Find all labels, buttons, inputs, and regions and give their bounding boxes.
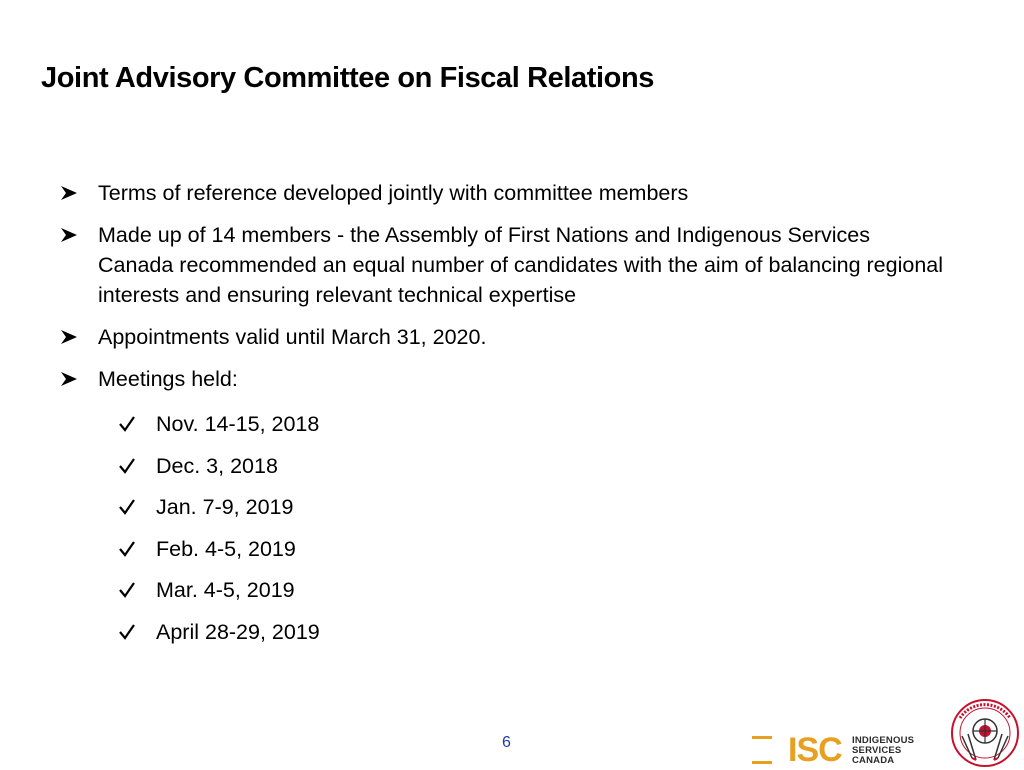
bullet-text: Terms of reference developed jointly with committee members [98, 181, 689, 205]
bullet-item [60, 220, 960, 310]
slide-title: Joint Advisory Committee on Fiscal Relations [41, 62, 655, 94]
arrow-bullet-icon [60, 371, 78, 387]
meeting-item [118, 409, 320, 439]
isc-bars-icon [752, 734, 774, 766]
meeting-date: Mar. 4-5, 2019 [156, 578, 295, 602]
bullet-list [60, 178, 960, 406]
checkmark-icon [118, 581, 136, 598]
arrow-bullet-icon [60, 227, 78, 243]
isc-wordmark [852, 736, 914, 766]
bullet-item [60, 178, 960, 208]
isc-logo [752, 731, 922, 769]
checkmark-icon [118, 540, 136, 557]
isc-line-1: INDIGENOUS [852, 735, 915, 746]
arrow-bullet-icon [60, 185, 78, 201]
checkmark-icon [118, 415, 136, 432]
bullet-text: Appointments valid until March 31, 2020. [98, 325, 487, 349]
checkmark-icon [118, 498, 136, 515]
meeting-item [118, 575, 320, 605]
bullet-item [60, 322, 960, 352]
afn-seal-icon [950, 698, 1020, 768]
meeting-date: Feb. 4-5, 2019 [156, 536, 296, 561]
arrow-bullet-icon [60, 329, 78, 345]
meeting-item [118, 534, 320, 564]
meeting-date: Dec. 3, 2018 [156, 453, 278, 478]
meeting-item [118, 451, 320, 481]
bullet-text: Meetings held: [98, 367, 238, 391]
meeting-item [118, 617, 320, 647]
isc-line-2: SERVICES [852, 745, 902, 756]
page-number: 6 [502, 734, 511, 751]
bullet-item [60, 364, 960, 394]
meeting-date: Nov. 14-15, 2018 [156, 412, 320, 436]
isc-letters: ISC [788, 731, 842, 769]
meeting-date: April 28-29, 2019 [156, 619, 320, 644]
meeting-list [118, 409, 320, 658]
checkmark-icon [118, 457, 136, 474]
checkmark-icon [118, 623, 136, 640]
meeting-item [118, 492, 320, 522]
bullet-text: Made up of 14 members - the Assembly of First Nations and Indigenous Services Canada recommended an equal number of candidates with the aim of balancing regional interests and ensuring relevant technical expertise [98, 223, 944, 307]
meeting-date: Jan. 7-9, 2019 [156, 495, 294, 519]
isc-line-3: CANADA [852, 755, 895, 766]
